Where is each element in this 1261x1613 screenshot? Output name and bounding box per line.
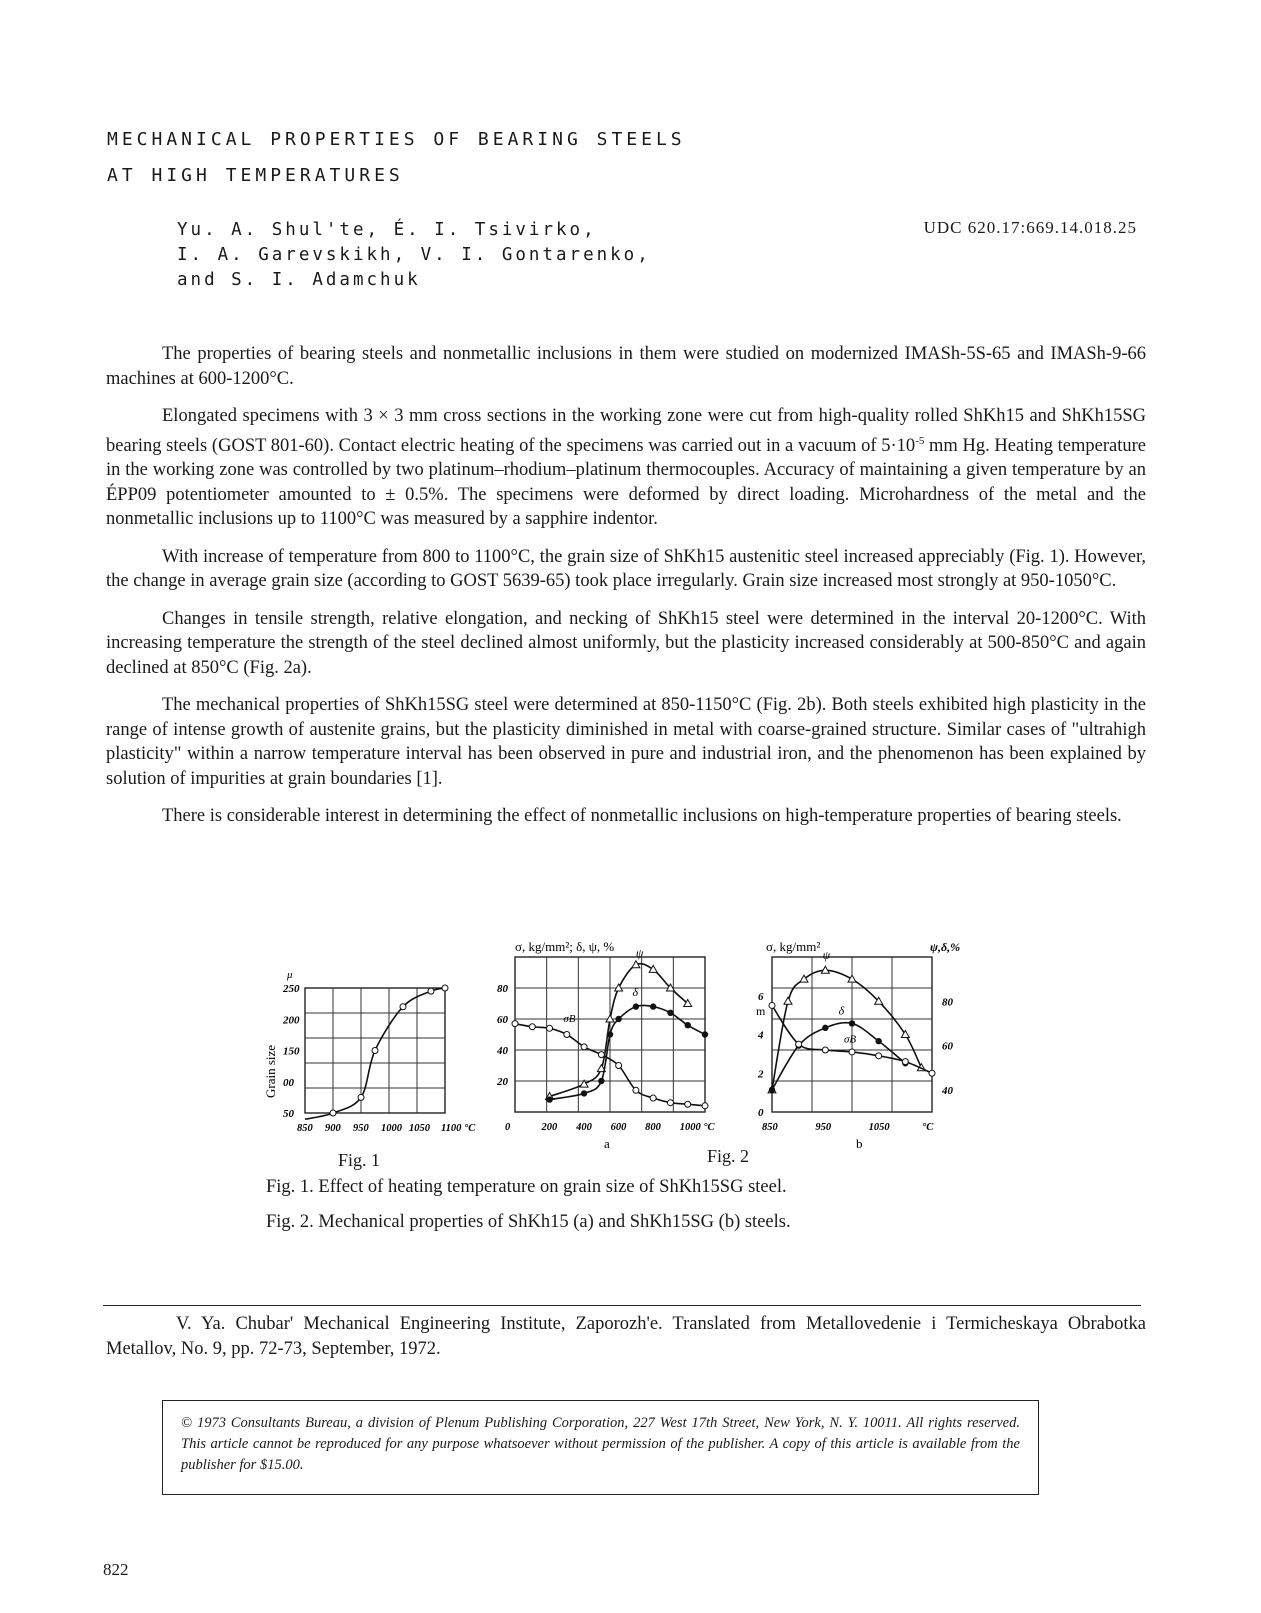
fig1-ylabel: Grain size [263,1044,278,1098]
fig1-ytick: 250 [283,983,300,995]
fig1-point [400,1004,406,1010]
fig2-label: Fig. 2 [707,1146,750,1166]
copyright-box [162,1400,1039,1495]
fig2a-series-1-point [615,1016,621,1022]
fig1-point [442,985,448,991]
fig1-point [330,1110,336,1116]
affiliation-text: V. Ya. Chubar' Mechanical Engineering Institute, Zaporozh'e. Translated from Metallovedenie i Termicheskaya Obrabotka Metallov, No. 9, pp. 72-73, September, 1972. [106,1314,1146,1359]
fig2a-series-1-point [667,1010,673,1016]
fig2a-xtick: 0 [505,1122,511,1133]
fig2a-series-0-point [649,965,657,972]
article-title-line2: AT HIGH TEMPERATURES [107,165,404,186]
fig2b-series-2-point [849,1049,855,1055]
authors-line1: Yu. A. Shul'te, É. I. Tsivirko, [177,220,597,240]
fig2b-series-0-point [784,997,792,1004]
fig1-xtick: 1050 [409,1123,430,1134]
fig2a-annot-psi: ψ [635,946,644,960]
caption-fig1: Fig. 1. Effect of heating temperature on grain size of ShKh15SG steel. [266,1177,787,1197]
fig2a-xtick: 400 [576,1122,592,1133]
paragraph-3: With increase of temperature from 800 to 1100°C, the grain size of ShKh15 austenitic steel increased appreciably (Fig. 1). However, the change in average grain size (according to GOST 5639-65) took place irregularly. Grain size increased most strongly at 950-1050°C. [106,546,1146,592]
article-title-line1: MECHANICAL PROPERTIES OF BEARING STEELS [107,129,686,150]
fig2a-series-2-point [685,1101,691,1107]
affiliation [106,1312,1146,1361]
fig2a-series-1-point [598,1078,604,1084]
fig2b-series-2-point [822,1047,828,1053]
fig2b-xtick: 850 [762,1122,778,1133]
fig2b-series-2-point [902,1059,908,1065]
fig2b-series-1-point [875,1038,881,1044]
fig1-yunit: μ [287,969,293,981]
fig2a-panel-label: a [604,1136,610,1151]
fig2a-xtick: 200 [541,1122,558,1133]
paragraph-4: Changes in tensile strength, relative elongation, and necking of ShKh15 steel were determined in the interval 20-1200°C. With increasing temperature the strength of the steel declined almost uniformly, but the plasticity increased considerably at 500-850°C and again declined at 850°C (Fig. 2a). [106,608,1146,678]
fig2a-xtick: 800 [645,1122,661,1133]
fig1-ytick: 150 [283,1045,300,1058]
paragraph-5: The mechanical properties of ShKh15SG steel were determined at 850-1150°C (Fig. 2b). Both steels exhibited high plasticity in the range of intense growth of austenite grains, but the plasticity diminished in metal with coarse-grained structure. Similar cases of "ultrahigh plasticity" within a narrow temperature interval has been observed in pure and industrial iron, and the phenomenon has been explained by solution of impurities at grain boundaries [1]. [106,695,1146,789]
fig2b-annot-psi: ψ [822,948,831,963]
fig2b-xtick: 1050 [868,1122,890,1133]
fig1-chart [263,969,476,1134]
fig2b-series-2-point [929,1070,935,1076]
fig2a-annot-delta: δ [632,984,639,999]
fig2b-ytick-right: 60 [942,1040,953,1053]
fig2a-ylabel: σ, kg/mm²; δ, ψ, % [515,939,615,954]
fig1-xtick: 950 [353,1123,369,1134]
fig2a-ytick: 20 [497,1076,508,1088]
paragraph-1: The properties of bearing steels and nonmetallic inclusions in them were studied on modernized IMASh-5S-65 and IMASh-9-66 machines at 600-1200°C. [106,344,1146,389]
authors-line2: I. A. Garevskikh, V. I. Gontarenko, [177,245,651,265]
fig2b-ytick-left: 2 [758,1068,764,1081]
fig2b-series-2-point [796,1041,802,1047]
fig2b-series-2-point [769,1002,775,1008]
fig2b-xtick: 950 [815,1122,832,1133]
fig2b-ytick-right: 80 [942,996,953,1009]
fig2b-series-0-point [848,975,856,982]
fig2a-series-1-point [685,1022,691,1028]
fig2a-series-2-point [633,1087,639,1093]
fig2a-series-1-point [607,1031,613,1037]
fig2a-series-2-point [598,1052,604,1058]
fig1-point [358,1094,364,1100]
fig2b-panel-label: b [856,1136,863,1151]
fig1-label: Fig. 1 [338,1150,381,1170]
caption-fig2: Fig. 2. Mechanical properties of ShKh15 (a) and ShKh15SG (b) steels. [266,1212,791,1232]
copyright-text: © 1973 Consultants Bureau, a division of Plenum Publishing Corporation, 227 West 17th Street, New York, N. Y. 10011. All rights reserved. This article cannot be reproduced for any purpose whatsoever without permission of the publisher. A copy of this article is available from the publisher for $15.00. [181,1415,1020,1473]
fig2a-xtick: 600 [610,1122,627,1133]
fig1-xtick: 900 [325,1123,341,1134]
authors-line3: and S. I. Adamchuk [177,270,421,290]
fig2b-ylabel-right: ψ,δ,% [930,940,961,954]
fig2b-series-1-point [769,1087,775,1093]
fig2a-annot-sigma: σB [563,1013,576,1026]
fig2a-series-2-point [702,1103,708,1109]
fig1-ytick: 200 [283,1014,300,1027]
fig2a-xtick: 1000 °C [679,1122,715,1133]
fig2a-series-2-point [667,1100,673,1106]
fig2b-ytick-left: 4 [758,1029,764,1042]
paragraph-6: There is considerable interest in determining the effect of nonmetallic inclusions on high-temperature properties of bearing steels. [162,806,1122,827]
paragraph-2b: mm Hg. Heating temperature in the working zone was controlled by two platinum–rhodium–platinum thermocouples. Accuracy of maintaining a given temperature by an ÉPP09 potentiometer amounted to ± 0.5%. The specimens were deformed by direct loading. Microhardness of the metal and the nonmetallic inclusions up to 1100°C was measured by a sapphire indentor. [106,435,1146,530]
fig2a-series-2-point [581,1044,587,1050]
fig2a-series-1-point [702,1031,708,1037]
fig2b-series-2-point [876,1053,882,1059]
fig2a-series-1-point [546,1096,552,1102]
paragraph-2a: Elongated specimens with 3 × 3 mm cross sections in the working zone were cut from high-quality rolled ShKh15 and ShKh15SG bearing steels (GOST 801-60). Contact electric heating of the specimens was carried out in a vacuum of 5·10 [106,406,1146,456]
fig2b-ytick-right: 40 [942,1084,953,1097]
fig2a-series-1-point [633,1003,639,1009]
fig2b-annot-delta: δ [838,1003,845,1018]
fig2a-series-2-point [547,1025,553,1031]
fig2a-ytick: 80 [497,983,508,995]
article-body [106,342,1146,842]
fig1-ytick: 50 [283,1108,294,1120]
fig1-xtick: 1100 °C [441,1123,476,1134]
paragraph-2 [106,404,1146,532]
fig1-xtick: 850 [297,1123,313,1134]
udc-code: UDC 620.17:669.14.018.25 [923,218,1137,237]
fig2b-xunit: °C [922,1122,934,1133]
fig2b-chart [756,939,960,1151]
fig2a-series-2-point [650,1095,656,1101]
fig2b-series-1-point [822,1025,828,1031]
fig2a-series-2-point [512,1021,518,1027]
fig1-ytick: 00 [283,1076,294,1089]
fig1-point [428,988,434,994]
fig2a-series-1-point [581,1090,587,1096]
fig2a-series-2-point [616,1063,622,1069]
fig2b-ylabel-left: σ, kg/mm² [766,939,821,954]
fig2a-ytick: 40 [497,1045,508,1057]
fig2a-series-2-point [529,1024,535,1030]
fig1-xtick: 1000 [381,1123,402,1134]
figures-svg [250,935,970,1165]
fig2a-chart [496,939,716,1151]
authors [177,218,651,293]
fig2a-ytick: 60 [497,1014,508,1026]
fig2b-series-1-point [849,1020,855,1026]
fig2a-series-1-point [650,1003,656,1009]
footnote-rule [103,1305,1141,1306]
paragraph-2-exponent: -5 [915,434,925,447]
fig2b-ytick-left: 6 [758,990,764,1003]
fig2b-annot-m: m [756,1004,766,1019]
fig1-point [372,1048,378,1054]
page-number: 822 [103,1560,129,1579]
fig2a-series-2-point [564,1032,570,1038]
fig2b-annot-sigma: σB [844,1033,857,1046]
fig2b-ytick-left: 0 [758,1107,764,1119]
